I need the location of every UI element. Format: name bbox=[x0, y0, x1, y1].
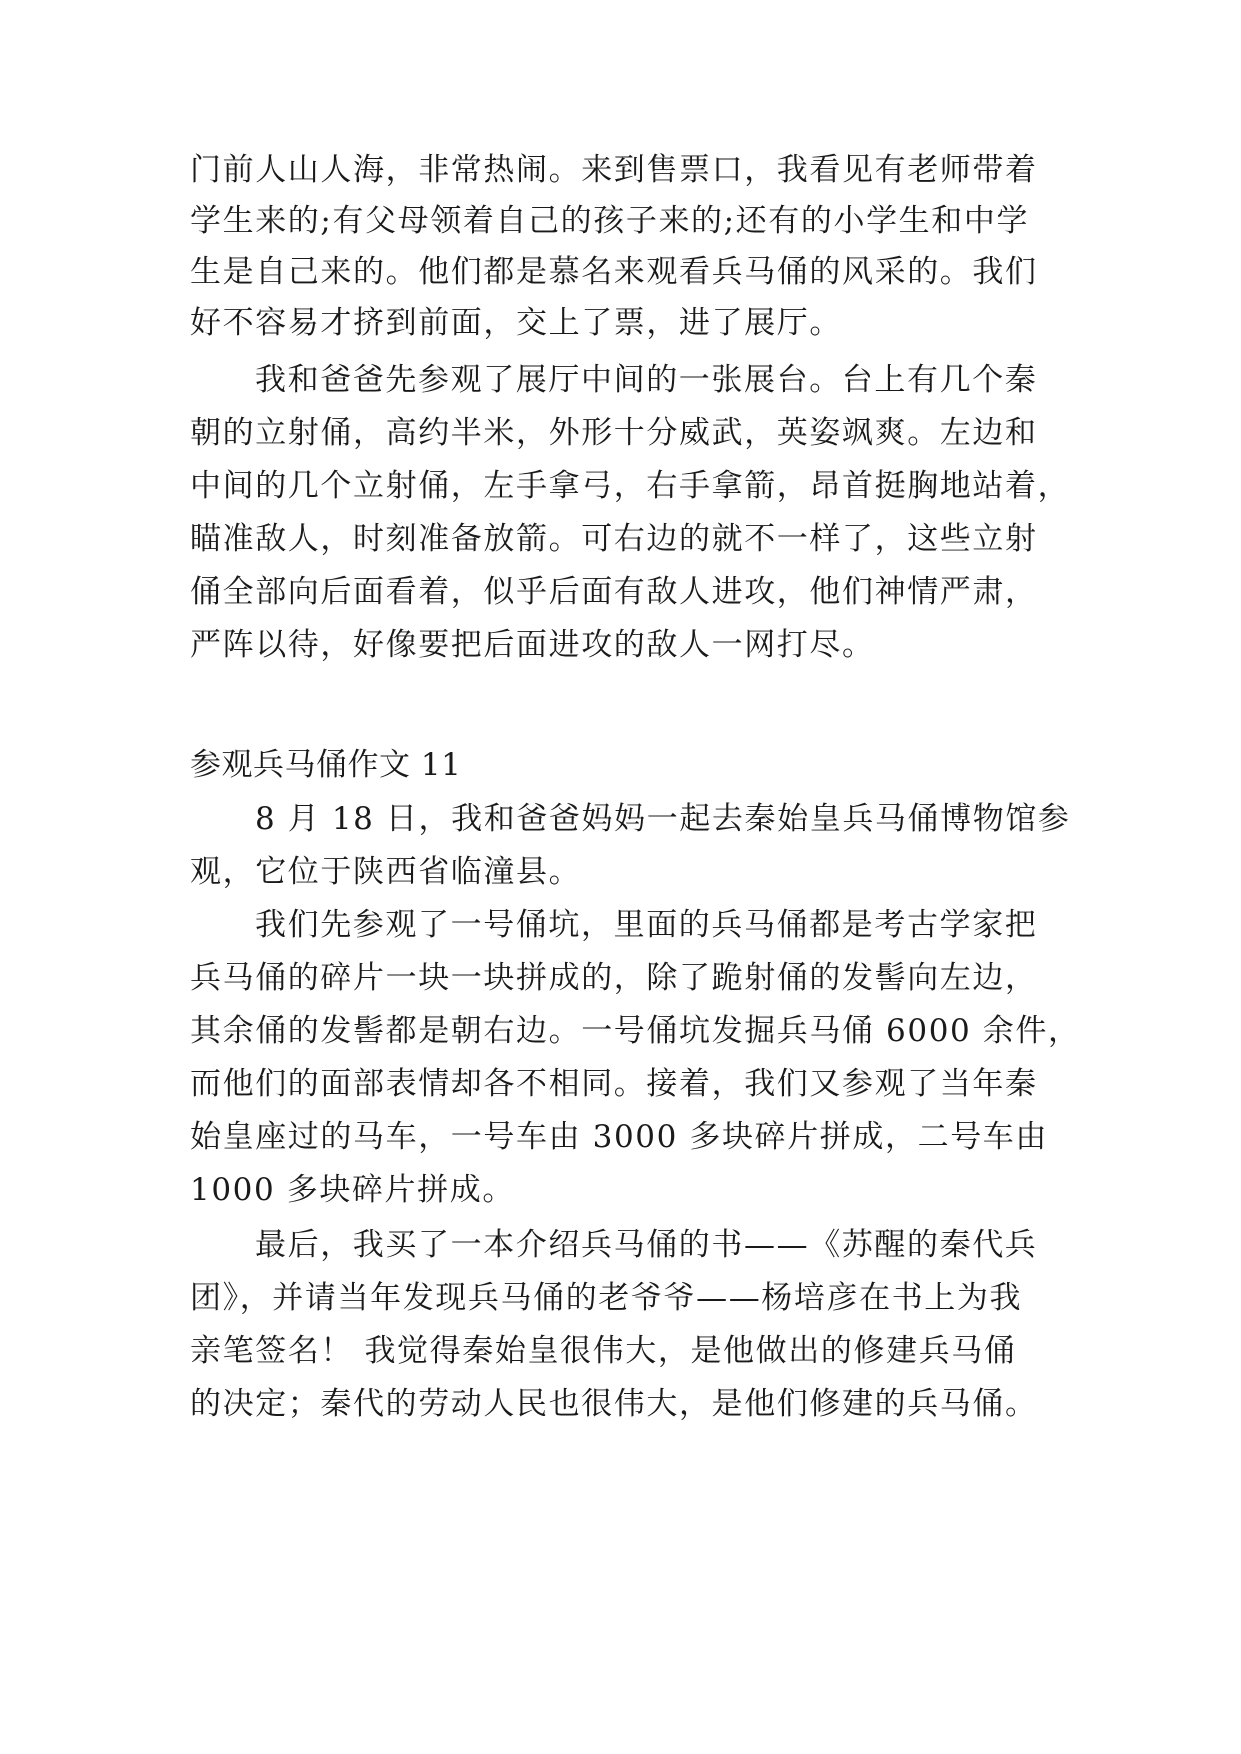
text-line: 观，它位于陕西省临潼县。 bbox=[190, 854, 582, 890]
essay-title: 参观兵马俑作文 11 bbox=[190, 747, 462, 783]
paragraph-first-line: 8 月 18 日，我和爸爸妈妈一起去秦始皇兵马俑博物馆参 bbox=[255, 801, 1071, 837]
text-line: 而他们的面部表情却各不相同。接着，我们又参观了当年秦 bbox=[190, 1066, 1038, 1102]
text-line: 生是自己来的。他们都是慕名来观看兵马俑的风采的。我们 bbox=[190, 254, 1038, 290]
text-line: 朝的立射俑，高约半米，外形十分威武，英姿飒爽。左边和 bbox=[190, 415, 1038, 451]
text-line: 的决定；秦代的劳动人民也很伟大，是他们修建的兵马俑。 bbox=[190, 1386, 1038, 1422]
text-line: 严阵以待，好像要把后面进攻的敌人一网打尽。 bbox=[190, 627, 875, 663]
text-line: 俑全部向后面看着，似乎后面有敌人进攻，他们神情严肃， bbox=[190, 574, 1038, 610]
text-line: 其余俑的发髻都是朝右边。一号俑坑发掘兵马俑 6000 余件， bbox=[190, 1013, 1081, 1049]
text-line: 团》，并请当年发现兵马俑的老爷爷——杨培彦在书上为我 bbox=[190, 1280, 1023, 1316]
text-line: 兵马俑的碎片一块一块拼成的，除了跪射俑的发髻向左边， bbox=[190, 960, 1038, 996]
text-line: 瞄准敌人，时刻准备放箭。可右边的就不一样了，这些立射 bbox=[190, 521, 1038, 557]
text-line: 学生来的;有父母领着自己的孩子来的;还有的小学生和中学 bbox=[190, 203, 1030, 239]
paragraph-first-line: 最后，我买了一本介绍兵马俑的书——《苏醒的秦代兵 bbox=[255, 1227, 1038, 1263]
paragraph-first-line: 我和爸爸先参观了展厅中间的一张展台。台上有几个秦 bbox=[255, 362, 1038, 398]
text-line: 门前人山人海，非常热闹。来到售票口，我看见有老师带着 bbox=[190, 152, 1038, 188]
text-line: 1000 多块碎片拼成。 bbox=[190, 1172, 515, 1208]
paragraph-first-line: 我们先参观了一号俑坑，里面的兵马俑都是考古学家把 bbox=[255, 907, 1038, 943]
text-line: 亲笔签名！ 我觉得秦始皇很伟大，是他做出的修建兵马俑 bbox=[190, 1333, 1017, 1369]
text-line: 好不容易才挤到前面，交上了票，进了展厅。 bbox=[190, 305, 842, 341]
text-line: 中间的几个立射俑，左手拿弓，右手拿箭，昂首挺胸地站着， bbox=[190, 468, 1071, 504]
text-line: 始皇座过的马车，一号车由 3000 多块碎片拼成，二号车由 bbox=[190, 1119, 1048, 1155]
